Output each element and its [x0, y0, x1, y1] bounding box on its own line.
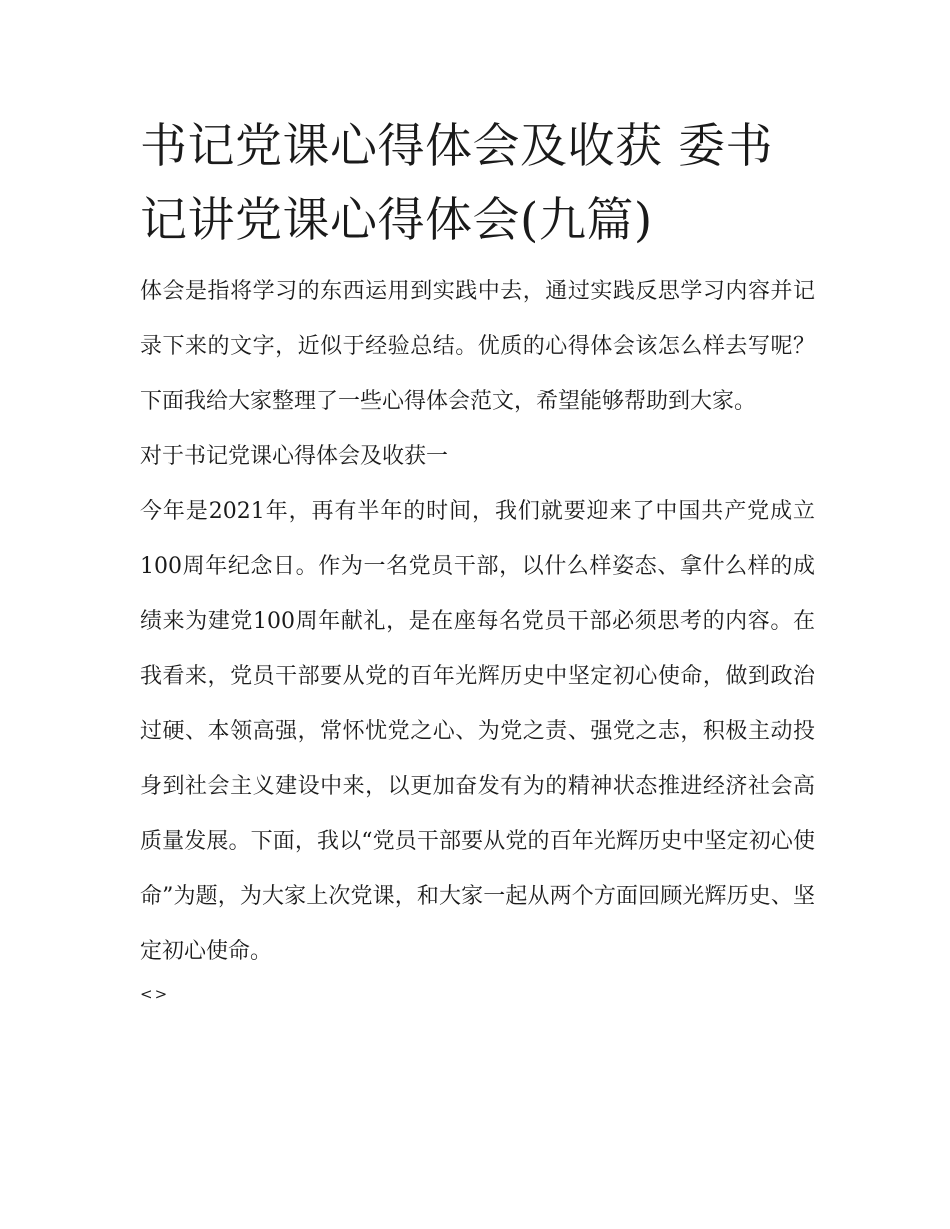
- section-heading: 对于书记党课心得体会及收获一: [140, 444, 449, 469]
- document-page: [140, 110, 815, 1007]
- document-title: 书记党课心得体会及收获 委书记讲党课心得体会(九篇): [140, 119, 773, 248]
- intro-paragraph: 体会是指将学习的东西运用到实践中去，通过实践反思学习内容并记录下来的文字，近似于经验总结。优质的心得体会该怎么样去写呢？下面我给大家整理了一些心得体会范文，希望能够帮助到大家。: [140, 279, 815, 414]
- body-paragraph: 今年是2021年，再有半年的时间，我们就要迎来了中国共产党成立100周年纪念日。作为一名党员干部，以什么样姿态、拿什么样的成绩来为建党100周年献礼，是在座每名党员干部必须思考的内容。在我看来，党员干部要从党的百年光辉历史中坚定初心使命，做到政治过硬、本领高强，常怀忧党之心、为党之责、强党之志，积极主动投身到社会主义建设中来，以更加奋发有为的精神状态推进经济社会高质量发展。下面，我以“党员干部要从党的百年光辉历史中坚定初心使命”为题，为大家上次党课，和大家一起从两个方面回顾光辉历史、坚定初心使命。: [140, 499, 815, 964]
- page-nav-marker: <>: [140, 985, 170, 1003]
